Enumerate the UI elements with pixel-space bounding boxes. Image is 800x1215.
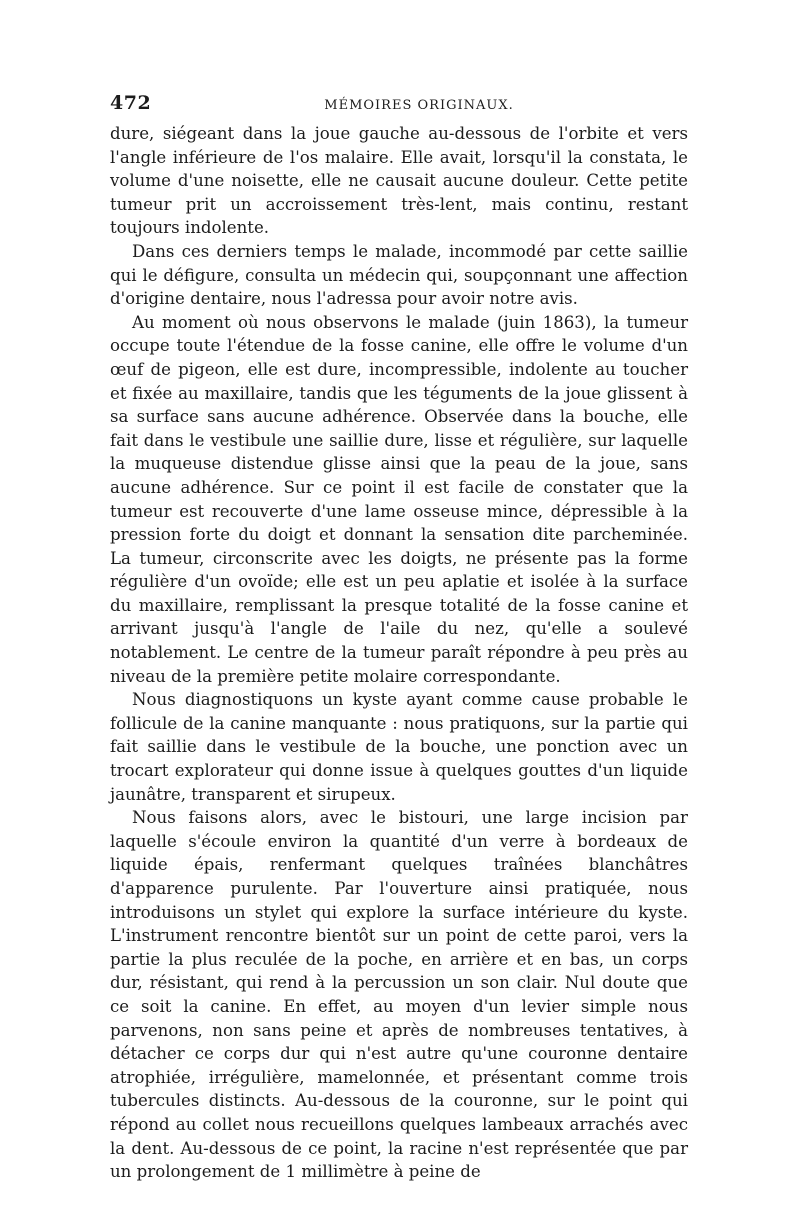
paragraph-continued: dure, siégeant dans la joue gauche au-dessous de l'orbite et vers l'angle inférieure de l'os malaire. Elle avait, lorsqu'il la constata, le volume d'une noisette, elle ne causait aucune douleur. Cette petite tumeur prit un accroissement très-lent, mais continu, restant toujours indolente. — [110, 124, 688, 238]
running-head: MÉMOIRES ORIGINAUX. — [324, 98, 514, 113]
paragraph: Nous faisons alors, avec le bistouri, une large incision par laquelle s'écoule environ la quantité d'un verre à bordeaux de liquide épais, renfermant quelques traînées blanchâtres d'apparence purulente. Par l'ouverture ainsi pratiquée, nous introduisons un stylet qui explore la surface intérieure du kyste. L'instrument rencontre bientôt sur un point de cette paroi, vers la partie la plus reculée de la poche, en arrière et en bas, un corps dur, résistant, qui rend à la percussion un son clair. Nul doute que ce soit la canine. En effet, au moyen d'un levier simple nous parvenons, non sans peine et après de nombreuses tentatives, à détacher ce corps dur qui n'est autre qu'une couronne dentaire atrophiée, irrégulière, mamelonnée, et présentant comme trois tubercules distincts. Au-dessous de la couronne, sur le point qui répond au collet nous recueillons quelques lambeaux arrachés avec la dent. Au-dessous de ce point, la racine n'est représentée que par un prolongement de 1 millimètre à peine de — [110, 808, 688, 1182]
book-page — [110, 92, 688, 1184]
paragraph: Au moment où nous observons le malade (juin 1863), la tumeur occupe toute l'étendue de la fosse canine, elle offre le volume d'un œuf de pigeon, elle est dure, incompressible, indolente au toucher et fixée au maxillaire, tandis que les téguments de la joue glissent à sa surface sans aucune adhérence. Observée dans la bouche, elle fait dans le vestibule une saillie dure, lisse et régulière, sur laquelle la muqueuse distendue glisse ainsi que la peau de la joue, sans aucune adhérence. Sur ce point il est facile de constater que la tumeur est recouverte d'une lame osseuse mince, dépressible à la pression forte du doigt et donnant la sensation dite parcheminée. La tumeur, circonscrite avec les doigts, ne présente pas la forme régulière d'un ovoïde; elle est un peu aplatie et isolée à la surface du maxillaire, remplissant la presque totalité de la fosse canine et arrivant jusqu'à l'angle de l'aile du nez, qu'elle a soulevé notablement. Le centre de la tumeur paraît répondre à peu près au niveau de la première petite molaire correspondante. — [110, 312, 688, 686]
page-header — [110, 92, 688, 122]
body-text — [110, 122, 688, 1184]
paragraph: Dans ces derniers temps le malade, incommodé par cette saillie qui le défigure, consulta un médecin qui, soupçonnant une affection d'origine dentaire, nous l'adressa pour avoir notre avis. — [110, 241, 688, 309]
page-number: 472 — [110, 92, 152, 114]
paragraph: Nous diagnostiquons un kyste ayant comme cause probable le follicule de la canine manquante : nous pratiquons, sur la partie qui fait saillie dans le vestibule de la bouche, une ponction avec un trocart explorateur qui donne issue à quelques gouttes d'un liquide jaunâtre, transparent et sirupeux. — [110, 690, 688, 804]
